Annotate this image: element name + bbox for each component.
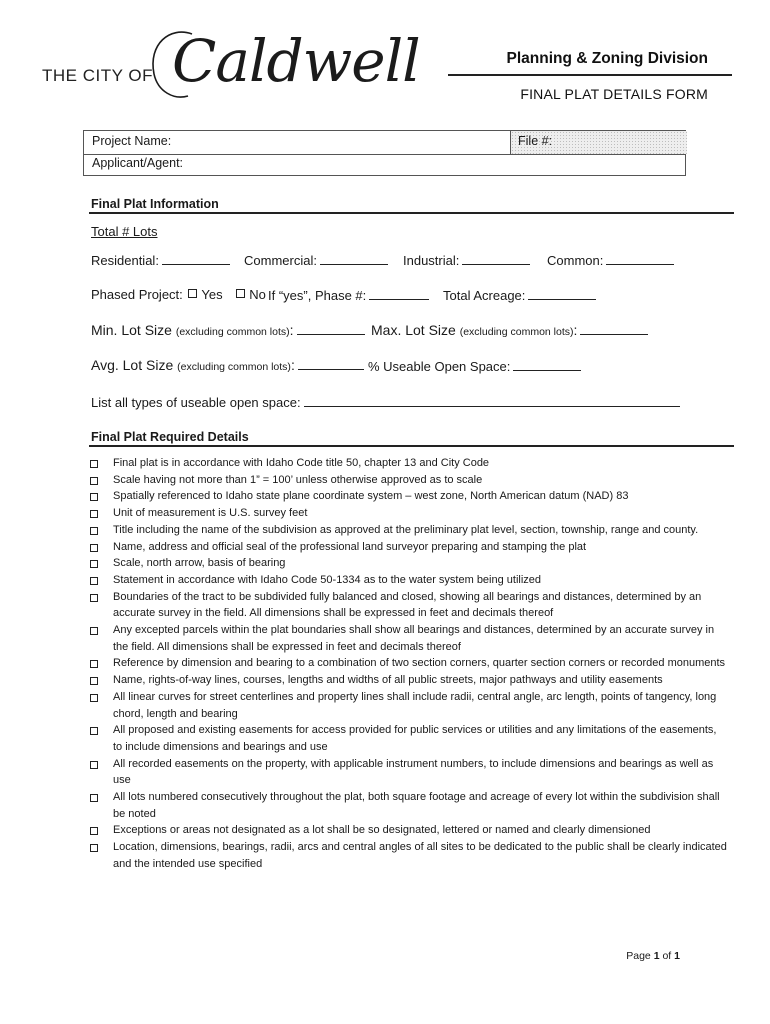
checklist-item <box>88 689 728 722</box>
checklist-item <box>88 839 728 872</box>
checklist-item-text: All recorded easements on the property, with applicable instrument numbers, to include dimensions and bearings as well as use <box>113 757 714 787</box>
required-details-list <box>88 455 728 873</box>
min-lot-size-field[interactable] <box>91 322 365 338</box>
checklist-item <box>88 572 728 589</box>
checklist-item-text: All proposed and existing easements for access provided for public services or utilities and any limitations of the easements, to include dimensions and bearings and use <box>113 724 717 753</box>
checkbox[interactable] <box>90 727 98 735</box>
checkbox[interactable] <box>90 493 98 501</box>
avg-lot-size-blank[interactable] <box>298 357 364 370</box>
checklist-item-text: Title including the name of the subdivision as approved at the preliminary plat level, section, township, range and county. <box>113 523 699 536</box>
logo-prefix: THE CITY OF <box>42 66 153 85</box>
file-number-field[interactable] <box>510 131 687 154</box>
residential-field[interactable] <box>91 252 230 268</box>
checkbox[interactable] <box>90 560 98 568</box>
checkbox[interactable] <box>90 660 98 668</box>
checklist-item <box>88 722 728 755</box>
form-title: FINAL PLAT DETAILS FORM <box>520 86 708 102</box>
page-number: 1 <box>653 950 660 962</box>
checklist-item-text: Exceptions or areas not designated as a lot shall be so designated, lettered or named and clearly dimensioned <box>113 824 651 837</box>
checklist-item-text: Spatially referenced to Idaho state plane coordinate system – west zone, North American datum (NAD) 83 <box>113 490 629 503</box>
page-word: Page <box>626 950 651 962</box>
min-lot-colon: : <box>289 322 294 338</box>
logo-name: Caldwell <box>172 27 420 95</box>
required-details-divider <box>89 445 734 447</box>
checkbox[interactable] <box>90 510 98 518</box>
min-lot-size-blank[interactable] <box>297 322 365 335</box>
total-acreage-field[interactable] <box>443 287 596 303</box>
checkbox[interactable] <box>90 844 98 852</box>
checklist-item-text: Any excepted parcels within the plat boundaries shall show all bearings and distances, determined by an accurate survey in the field. All dimensions shall be expressed in feet and decimals thereof <box>113 624 715 653</box>
checklist-item <box>88 655 728 672</box>
checklist-item <box>88 472 728 489</box>
checkbox[interactable] <box>90 761 98 769</box>
phase-number-blank[interactable] <box>369 287 429 300</box>
checkbox[interactable] <box>90 827 98 835</box>
checkbox[interactable] <box>90 577 98 585</box>
max-lot-note: (excluding common lots) <box>459 326 574 338</box>
checkbox[interactable] <box>90 627 98 635</box>
checkbox[interactable] <box>90 460 98 468</box>
checklist-item <box>88 539 728 556</box>
checklist-item <box>88 589 728 622</box>
header-divider <box>448 74 732 76</box>
avg-lot-size-field[interactable] <box>91 357 364 373</box>
applicant-row[interactable] <box>84 154 685 176</box>
applicant-label: Applicant/Agent: <box>92 156 184 170</box>
no-checkbox[interactable] <box>236 289 245 298</box>
checklist-item <box>88 822 728 839</box>
yes-checkbox[interactable] <box>188 289 197 298</box>
checklist-item <box>88 672 728 689</box>
min-lot-note: (excluding common lots) <box>175 326 290 338</box>
checklist-item <box>88 488 728 505</box>
checklist-item-text: Unit of measurement is U.S. survey feet <box>113 507 308 520</box>
checklist-item <box>88 789 728 822</box>
avg-lot-size-label: Avg. Lot Size <box>91 357 174 373</box>
checklist-item <box>88 455 728 472</box>
commercial-blank[interactable] <box>320 252 388 265</box>
industrial-blank[interactable] <box>462 252 530 265</box>
yes-label: Yes <box>201 287 223 302</box>
useable-open-space-label: % Useable Open Space: <box>368 359 511 374</box>
useable-open-space-blank[interactable] <box>513 358 581 371</box>
checklist-item <box>88 622 728 655</box>
max-lot-size-field[interactable] <box>371 322 648 338</box>
page-total: 1 <box>674 950 680 962</box>
checkbox[interactable] <box>90 594 98 602</box>
industrial-field[interactable] <box>403 252 530 268</box>
checklist-item-text: Scale having not more than 1” = 100’ unless otherwise approved as to scale <box>113 473 483 486</box>
phase-number-label: If “yes”, Phase #: <box>268 288 367 303</box>
checklist-item <box>88 555 728 572</box>
city-logo <box>40 26 420 114</box>
common-blank[interactable] <box>606 252 674 265</box>
residential-label: Residential: <box>91 253 159 268</box>
checklist-item-text: All linear curves for street centerlines and property lines shall include radii, central angle, arc length, points of tangency, long chord, length and bearing <box>113 690 717 720</box>
total-acreage-label: Total Acreage: <box>443 288 526 303</box>
checklist-item-text: Reference by dimension and bearing to a combination of two section corners, quarter section corners or recorded monuments <box>113 657 726 670</box>
plat-info-heading: Final Plat Information <box>91 197 219 211</box>
checklist-item-text: Location, dimensions, bearings, radii, arcs and central angles of all sites to be dedicated to the public shall be clearly indicated and the intended use specified <box>113 841 727 870</box>
min-lot-size-label: Min. Lot Size <box>91 322 172 338</box>
avg-lot-colon: : <box>290 357 295 373</box>
checkbox[interactable] <box>90 677 98 685</box>
checklist-item-text: Name, address and official seal of the professional land surveyor preparing and stamping the plat <box>113 540 587 553</box>
page-footer <box>626 950 680 962</box>
checklist-item-text: All lots numbered consecutively throughout the plat, both square footage and acreage of every lot within the subdivision shall be noted <box>113 791 720 820</box>
checklist-item-text: Boundaries of the tract to be subdivided fully balanced and closed, showing all bearings and distances, determined by an accurate survey in the field. All dimensions shall be expressed in feet and decimals thereof <box>113 590 702 620</box>
checklist-item-text: Name, rights-of-way lines, courses, lengths and widths of all public streets, major pathways and utility easements <box>113 674 663 687</box>
checklist-item-text: Final plat is in accordance with Idaho Code title 50, chapter 13 and City Code <box>113 457 490 469</box>
project-info-table <box>83 130 686 176</box>
project-name-label: Project Name: <box>92 134 172 148</box>
open-space-types-label: List all types of useable open space: <box>91 395 301 410</box>
division-title: Planning & Zoning Division <box>506 50 708 67</box>
checklist-item <box>88 756 728 789</box>
common-label: Common: <box>547 253 604 268</box>
checkbox[interactable] <box>90 527 98 535</box>
checklist-item <box>88 522 728 539</box>
residential-blank[interactable] <box>162 252 230 265</box>
max-lot-colon: : <box>573 322 578 338</box>
open-space-types-field[interactable] <box>91 394 680 410</box>
checkbox[interactable] <box>90 794 98 802</box>
of-word: of <box>662 950 672 962</box>
no-label: No <box>249 287 266 302</box>
checkbox[interactable] <box>90 694 98 702</box>
checklist-item <box>88 505 728 522</box>
phased-project-label: Phased Project: <box>91 287 183 302</box>
max-lot-size-blank[interactable] <box>580 322 648 335</box>
plat-info-divider <box>89 212 734 214</box>
max-lot-size-label: Max. Lot Size <box>371 322 456 338</box>
required-details-heading: Final Plat Required Details <box>91 430 249 444</box>
checkbox[interactable] <box>90 477 98 485</box>
phased-project-field <box>91 287 266 302</box>
useable-open-space-field[interactable] <box>368 358 581 374</box>
checkbox[interactable] <box>90 544 98 552</box>
file-number-label: File #: <box>518 134 553 148</box>
common-field[interactable] <box>547 252 674 268</box>
checklist-item-text: Statement in accordance with Idaho Code 50-1334 as to the water system being utilized <box>113 573 542 586</box>
commercial-label: Commercial: <box>244 253 317 268</box>
total-acreage-blank[interactable] <box>528 287 596 300</box>
checklist-item-text: Scale, north arrow, basis of bearing <box>113 557 286 570</box>
avg-lot-note: (excluding common lots) <box>177 361 291 373</box>
project-name-row <box>84 131 685 155</box>
industrial-label: Industrial: <box>403 253 460 268</box>
commercial-field[interactable] <box>244 252 388 268</box>
phase-number-field[interactable] <box>268 287 429 303</box>
open-space-types-blank[interactable] <box>304 394 680 407</box>
total-lots-label: Total # Lots <box>91 224 158 239</box>
